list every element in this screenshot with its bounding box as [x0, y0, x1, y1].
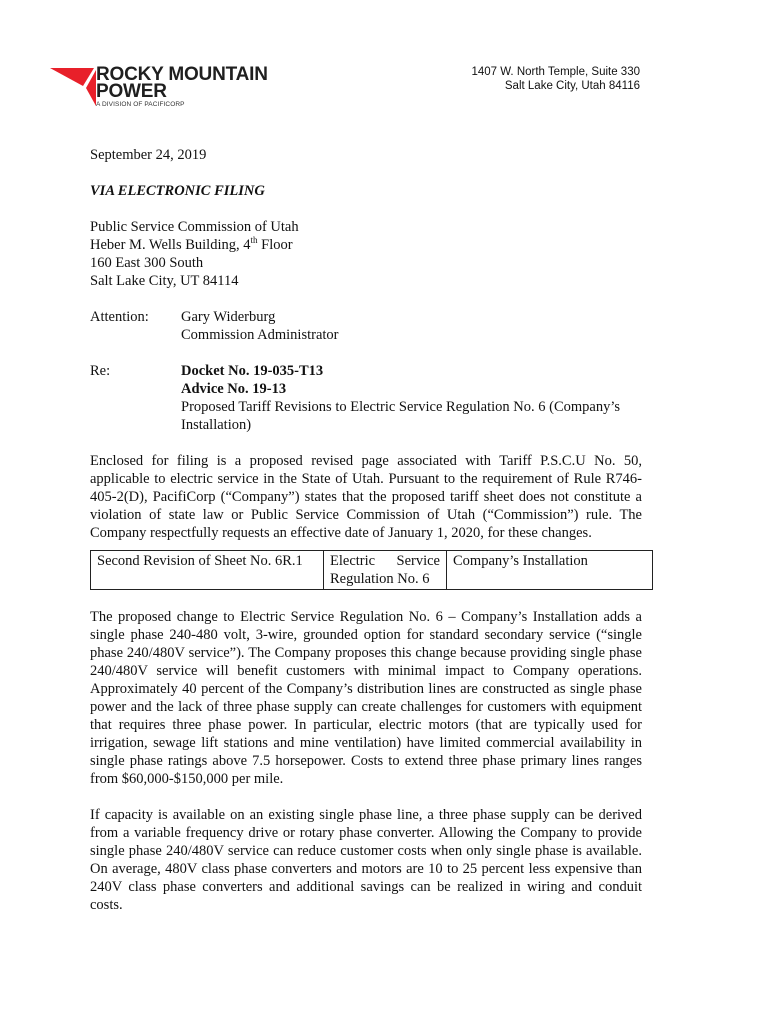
- recipient-line3: 160 East 300 South: [90, 255, 204, 271]
- letter-date: September 24, 2019: [90, 147, 207, 163]
- recipient-address: [90, 218, 642, 290]
- mountain-logo-icon: [50, 66, 96, 108]
- letter-body: [90, 146, 642, 914]
- sender-address-line2: Salt Lake City, Utah 84116: [504, 80, 640, 92]
- company-name-line1: ROCKY MOUNTAIN: [96, 64, 268, 85]
- attention-label: Attention:: [90, 309, 149, 325]
- attention-block: [90, 308, 642, 344]
- recipient-line1: Public Service Commission of Utah: [90, 219, 299, 235]
- paragraph-proposed-change: The proposed change to Electric Service Regulation No. 6 – Company’s Installation adds a single phase 240-480 volt, 3-wire, grounded option for standard secondary service (“single phase 240/480V service”). The Company proposes this change because providing single phase 240/480V service will benefit customers with minimal impact to Company operations. Approximately 40 percent of the Company’s distribution lines are constructed as single phase power and the lack of three phase supply can create challenges for customers with equipment that requires three phase power. In particular, electric motors (that are typically used for irrigation, sewage lift stations and mine ventilation) have limited commercial availability in single phase ratings above 7.5 horsepower. Costs to extend three phase primary lines ranges from $60,000-$150,000 per mile.: [90, 609, 642, 787]
- sheet-cell: Second Revision of Sheet No. 6R.1: [91, 551, 324, 590]
- advice-number: Advice No. 19-13: [181, 381, 287, 397]
- recipient-line2: Heber M. Wells Building, 4th Floor: [90, 235, 293, 253]
- paragraph-capacity: If capacity is available on an existing single phase line, a three phase supply can be derived from a variable frequency drive or rotary phase converter. Allowing the Company to provide single phase 240/480V service can reduce customer costs when only single phase is available. On average, 480V class phase converters and motors are 10 to 25 percent less expensive than 240V class phase converters and additional savings can be realized in wiring and conduit costs.: [90, 807, 642, 913]
- recipient-line4: Salt Lake City, UT 84114: [90, 273, 239, 289]
- docket-number: Docket No. 19-035-T13: [181, 363, 324, 379]
- table-row: [91, 551, 653, 590]
- description-cell: Company’s Installation: [447, 551, 653, 590]
- company-logo: [50, 64, 300, 116]
- delivery-method: VIA ELECTRONIC FILING: [90, 183, 265, 199]
- sender-address: [471, 65, 640, 93]
- regulation-cell: Electric Service Regulation No. 6: [324, 551, 447, 590]
- re-block: [90, 362, 642, 434]
- company-division: A DIVISION OF PACIFICORP: [96, 101, 185, 108]
- re-subject: Proposed Tariff Revisions to Electric Service Regulation No. 6 (Company’s Installation): [181, 399, 621, 433]
- attention-title: Commission Administrator: [181, 327, 339, 343]
- paragraph-enclosure: Enclosed for filing is a proposed revised page associated with Tariff P.S.C.U No. 50, applicable to electric service in the State of Utah. Pursuant to the requirement of Rule R746-405-2(D), PacifiCorp (“Company”) states that the proposed tariff sheet does not constitute a violation of state law or Public Service Commission of Utah (“Commission”) rule. The Company respectfully requests an effective date of January 1, 2020, for these changes.: [90, 453, 642, 541]
- company-name-line2: POWER: [96, 81, 167, 102]
- tariff-sheet-table: [90, 550, 653, 590]
- re-label: Re:: [90, 363, 111, 379]
- attention-name: Gary Widerburg: [181, 309, 276, 325]
- sender-address-line1: 1407 W. North Temple, Suite 330: [471, 66, 640, 78]
